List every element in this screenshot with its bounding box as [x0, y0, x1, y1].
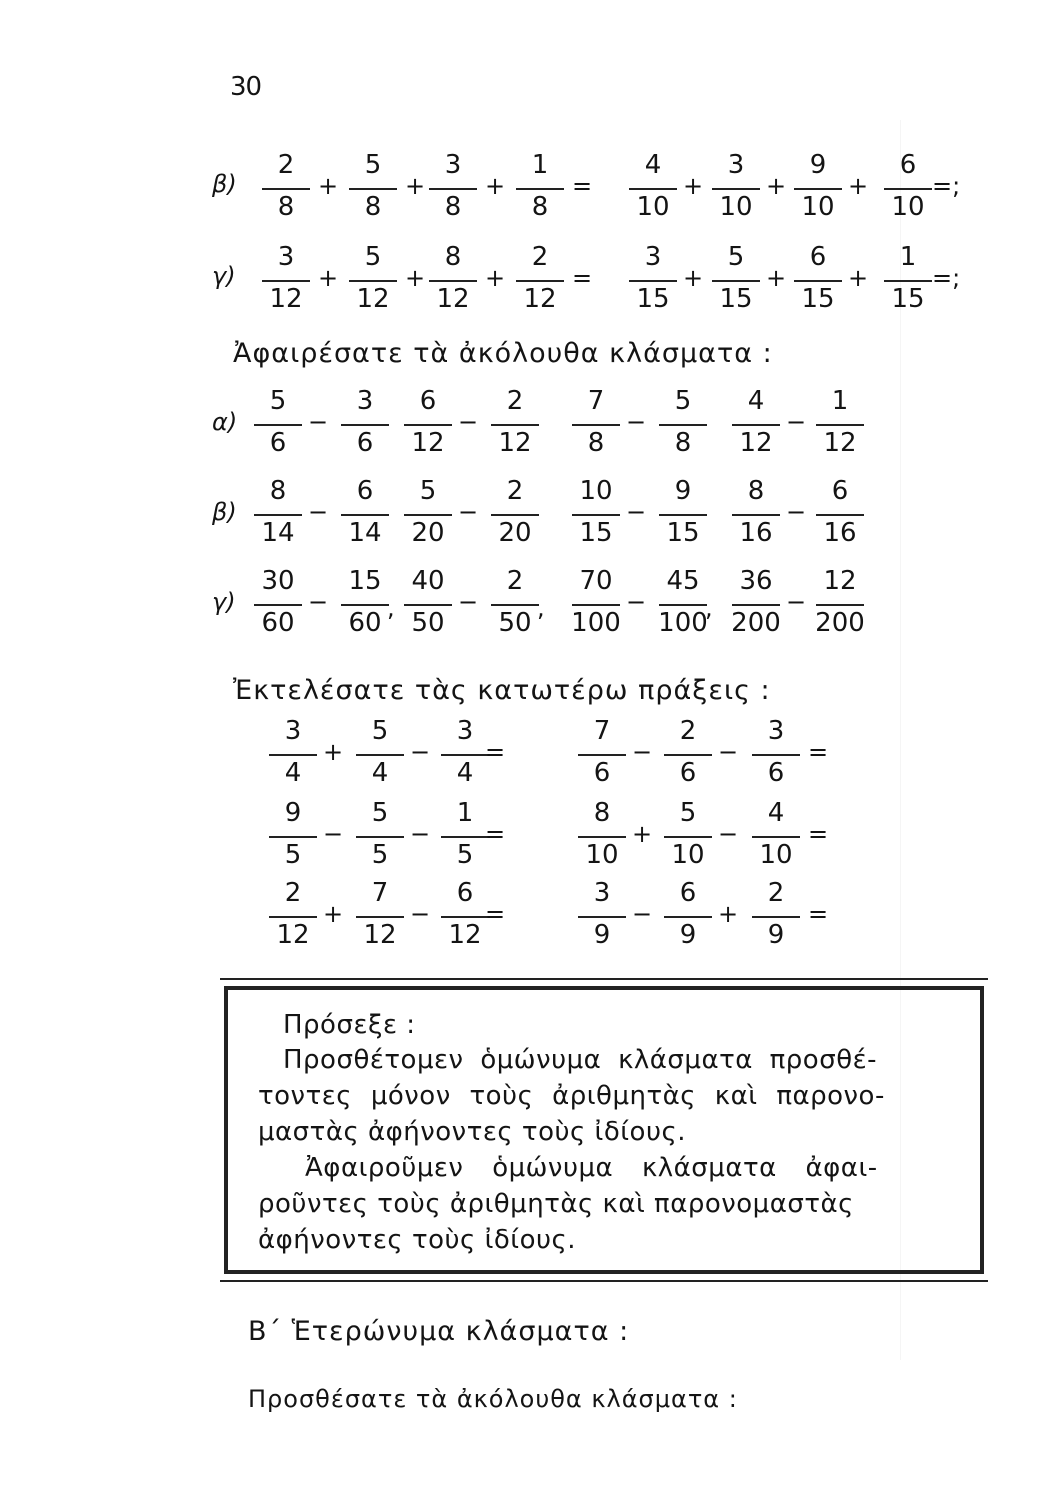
fraction: [660, 718, 716, 786]
fraction-bar: [572, 424, 620, 426]
equals-sign: =: [572, 264, 593, 292]
denominator: 200: [815, 608, 865, 638]
fraction-bar: [491, 514, 539, 516]
fraction: [625, 152, 681, 220]
numerator: 6: [356, 476, 374, 506]
numerator: 10: [579, 476, 613, 506]
fraction: [568, 388, 624, 456]
fraction-bar: [578, 754, 626, 756]
fraction-bar: [884, 188, 932, 190]
fraction: [352, 880, 408, 948]
denominator: 14: [348, 518, 382, 548]
operator: +: [485, 264, 506, 292]
operator: −: [632, 900, 653, 928]
fraction: [708, 244, 764, 312]
fraction: [512, 244, 568, 312]
fraction-bar: [516, 280, 564, 282]
section-b-heading: Β΄ Ἑτερώνυμα κλάσματα :: [248, 1316, 630, 1347]
numerator: 40: [411, 566, 445, 596]
operator: −: [632, 738, 653, 766]
numerator: 3: [456, 716, 474, 746]
operator: +: [318, 172, 339, 200]
note-line-2: τοντες μόνον τοὺς ἀριθμητὰς καὶ παρονο-: [258, 1081, 885, 1111]
fraction: [400, 478, 456, 546]
numerator: 2: [284, 878, 302, 908]
fraction-bar: [356, 916, 404, 918]
fraction: [880, 244, 936, 312]
numerator: 5: [419, 476, 437, 506]
numerator: 3: [727, 150, 745, 180]
denominator: 8: [531, 192, 549, 222]
numerator: 9: [809, 150, 827, 180]
operator: +: [632, 820, 653, 848]
numerator: 7: [593, 716, 611, 746]
fraction-bar: [664, 836, 712, 838]
minus-sign: −: [308, 498, 329, 526]
numerator: 7: [587, 386, 605, 416]
fraction-bar: [732, 604, 780, 606]
fraction: [265, 718, 321, 786]
fraction: [812, 478, 868, 546]
denominator: 12: [523, 284, 557, 314]
denominator: 12: [269, 284, 303, 314]
denominator: 16: [739, 518, 773, 548]
fraction: [425, 152, 481, 220]
fraction-bar: [429, 188, 477, 190]
denominator: 12: [363, 920, 397, 950]
minus-sign: −: [308, 408, 329, 436]
fraction: [352, 718, 408, 786]
note-line-4: Ἀφαιροῦμεν ὁμώνυμα κλάσματα ἀφαι-: [305, 1153, 878, 1183]
fraction-bar: [516, 188, 564, 190]
denominator: 50: [498, 608, 532, 638]
denominator: 12: [739, 428, 773, 458]
fraction: [250, 568, 306, 636]
fraction-bar: [269, 916, 317, 918]
operations-heading: Ἐκτελέσατε τὰς κατωτέρω πράξεις :: [233, 675, 771, 706]
fraction-bar: [659, 424, 707, 426]
fraction-bar: [262, 280, 310, 282]
operator: +: [683, 264, 704, 292]
fraction-bar: [732, 424, 780, 426]
equals-sign: =: [808, 738, 829, 766]
note-bottom-rule: [220, 1280, 988, 1282]
numerator: 4: [747, 386, 765, 416]
equals-sign: =: [485, 900, 506, 928]
numerator: 8: [444, 242, 462, 272]
fraction-bar: [441, 916, 489, 918]
exercise-label: β): [212, 498, 237, 526]
exercise-label: γ): [212, 262, 236, 290]
fraction-bar: [629, 280, 677, 282]
numerator: 15: [348, 566, 382, 596]
fraction-bar: [712, 280, 760, 282]
numerator: 9: [284, 798, 302, 828]
equals-sign: =: [808, 820, 829, 848]
exercise-label: α): [212, 408, 238, 436]
denominator: 4: [371, 758, 389, 788]
fraction: [728, 568, 784, 636]
denominator: 10: [891, 192, 925, 222]
comma: ,: [537, 594, 545, 622]
numerator: 3: [593, 878, 611, 908]
fraction-bar: [752, 836, 800, 838]
numerator: 6: [419, 386, 437, 416]
denominator: 10: [636, 192, 670, 222]
denominator: 12: [411, 428, 445, 458]
denominator: 15: [636, 284, 670, 314]
numerator: 5: [679, 798, 697, 828]
fraction: [660, 800, 716, 868]
operator: +: [848, 264, 869, 292]
numerator: 70: [579, 566, 613, 596]
fraction-bar: [254, 604, 302, 606]
numerator: 3: [277, 242, 295, 272]
numerator: 5: [727, 242, 745, 272]
fraction: [728, 478, 784, 546]
numerator: 1: [531, 150, 549, 180]
numerator: 2: [506, 386, 524, 416]
denominator: 9: [767, 920, 785, 950]
fraction-bar: [752, 754, 800, 756]
numerator: 3: [284, 716, 302, 746]
numerator: 4: [644, 150, 662, 180]
fraction: [258, 244, 314, 312]
minus-sign: −: [458, 498, 479, 526]
operator: +: [405, 172, 426, 200]
fraction-bar: [441, 836, 489, 838]
denominator: 6: [767, 758, 785, 788]
fraction: [337, 388, 393, 456]
fraction-bar: [254, 514, 302, 516]
operator: +: [848, 172, 869, 200]
fraction: [728, 388, 784, 456]
operator: +: [485, 172, 506, 200]
minus-sign: −: [626, 498, 647, 526]
denominator: 5: [284, 840, 302, 870]
fraction-bar: [794, 280, 842, 282]
note-line-1: Προσθέτομεν ὁμώνυμα κλάσματα προσθέ-: [283, 1045, 878, 1075]
fraction-bar: [491, 604, 539, 606]
fraction: [660, 880, 716, 948]
fraction: [487, 388, 543, 456]
numerator: 9: [674, 476, 692, 506]
fraction-bar: [578, 916, 626, 918]
numerator: 6: [456, 878, 474, 908]
fraction-bar: [816, 424, 864, 426]
fraction-bar: [794, 188, 842, 190]
fraction: [400, 568, 456, 636]
denominator: 5: [371, 840, 389, 870]
note-top-rule: [220, 978, 988, 980]
minus-sign: −: [458, 588, 479, 616]
fraction-bar: [659, 514, 707, 516]
operator: −: [718, 820, 739, 848]
denominator: 8: [587, 428, 605, 458]
fraction: [790, 152, 846, 220]
exercise-label: γ): [212, 588, 236, 616]
operator: −: [323, 820, 344, 848]
numerator: 6: [899, 150, 917, 180]
equals-sign: =: [485, 738, 506, 766]
denominator: 9: [679, 920, 697, 950]
fraction: [655, 478, 711, 546]
fraction-bar: [341, 514, 389, 516]
fraction-bar: [356, 836, 404, 838]
numerator: 36: [739, 566, 773, 596]
fraction: [812, 568, 868, 636]
numerator: 2: [506, 476, 524, 506]
numerator: 1: [899, 242, 917, 272]
fraction-bar: [816, 604, 864, 606]
numerator: 8: [747, 476, 765, 506]
fraction-bar: [356, 754, 404, 756]
numerator: 5: [364, 150, 382, 180]
numerator: 12: [823, 566, 857, 596]
denominator: 12: [498, 428, 532, 458]
fraction: [748, 800, 804, 868]
numerator: 5: [364, 242, 382, 272]
minus-sign: −: [786, 498, 807, 526]
numerator: 30: [261, 566, 295, 596]
fraction: [425, 244, 481, 312]
denominator: 6: [679, 758, 697, 788]
numerator: 2: [679, 716, 697, 746]
denominator: 10: [801, 192, 835, 222]
denominator: 50: [411, 608, 445, 638]
fraction-bar: [269, 754, 317, 756]
denominator: 6: [593, 758, 611, 788]
comma: ,: [387, 594, 395, 622]
denominator: 8: [277, 192, 295, 222]
denominator: 20: [498, 518, 532, 548]
operator: +: [323, 738, 344, 766]
numerator: 45: [666, 566, 700, 596]
equals-sign: =: [485, 820, 506, 848]
fraction-bar: [578, 836, 626, 838]
operator: −: [718, 738, 739, 766]
note-line-3: μαστὰς ἀφήνοντες τοὺς ἰδίους.: [258, 1117, 687, 1147]
denominator: 8: [674, 428, 692, 458]
fraction-bar: [404, 514, 452, 516]
denominator: 12: [436, 284, 470, 314]
fraction-bar: [629, 188, 677, 190]
operator: +: [323, 900, 344, 928]
denominator: 12: [448, 920, 482, 950]
minus-sign: −: [626, 408, 647, 436]
fraction: [512, 152, 568, 220]
fraction-bar: [491, 424, 539, 426]
fraction-bar: [349, 280, 397, 282]
fraction: [880, 152, 936, 220]
denominator: 10: [759, 840, 793, 870]
fraction-bar: [341, 604, 389, 606]
fraction-bar: [404, 424, 452, 426]
fraction: [748, 880, 804, 948]
fraction-bar: [732, 514, 780, 516]
operator: +: [766, 264, 787, 292]
numerator: 2: [767, 878, 785, 908]
fraction-bar: [884, 280, 932, 282]
operator: −: [410, 738, 431, 766]
fraction-bar: [664, 754, 712, 756]
fraction: [568, 568, 624, 636]
numerator: 2: [506, 566, 524, 596]
fraction-bar: [816, 514, 864, 516]
numerator: 3: [767, 716, 785, 746]
denominator: 14: [261, 518, 295, 548]
operator: +: [405, 264, 426, 292]
note-line-5: ροῦντες τοὺς ἀριθμητὰς καὶ παρονομαστὰς: [258, 1189, 854, 1219]
denominator: 10: [671, 840, 705, 870]
fraction: [625, 244, 681, 312]
fraction-bar: [664, 916, 712, 918]
numerator: 1: [456, 798, 474, 828]
equals-sign: =;: [932, 264, 961, 292]
numerator: 6: [831, 476, 849, 506]
fraction-bar: [572, 514, 620, 516]
fraction: [487, 568, 543, 636]
denominator: 15: [801, 284, 835, 314]
note-title: Πρόσεξε :: [283, 1010, 416, 1040]
numerator: 5: [371, 798, 389, 828]
minus-sign: −: [626, 588, 647, 616]
fraction: [258, 152, 314, 220]
fraction: [574, 800, 630, 868]
numerator: 2: [531, 242, 549, 272]
fraction: [250, 388, 306, 456]
operator: +: [318, 264, 339, 292]
denominator: 8: [364, 192, 382, 222]
fraction-bar: [341, 424, 389, 426]
fraction: [345, 244, 401, 312]
numerator: 5: [371, 716, 389, 746]
denominator: 15: [579, 518, 613, 548]
denominator: 4: [284, 758, 302, 788]
numerator: 6: [809, 242, 827, 272]
final-instruction: Προσθέσατε τὰ ἀκόλουθα κλάσματα :: [248, 1385, 738, 1413]
fraction: [790, 244, 846, 312]
denominator: 8: [444, 192, 462, 222]
denominator: 15: [719, 284, 753, 314]
fraction-bar: [269, 836, 317, 838]
numerator: 1: [831, 386, 849, 416]
fraction: [574, 718, 630, 786]
fraction: [812, 388, 868, 456]
fraction: [574, 880, 630, 948]
denominator: 12: [276, 920, 310, 950]
fraction: [655, 388, 711, 456]
denominator: 12: [823, 428, 857, 458]
denominator: 100: [658, 608, 708, 638]
fraction-bar: [429, 280, 477, 282]
denominator: 60: [261, 608, 295, 638]
operator: −: [410, 820, 431, 848]
fraction-bar: [441, 754, 489, 756]
fraction: [337, 478, 393, 546]
denominator: 100: [571, 608, 621, 638]
equals-sign: =: [808, 900, 829, 928]
operator: +: [683, 172, 704, 200]
equals-sign: =;: [932, 172, 961, 200]
fraction-bar: [572, 604, 620, 606]
minus-sign: −: [786, 588, 807, 616]
denominator: 10: [585, 840, 619, 870]
fraction: [250, 478, 306, 546]
subtract-heading: Ἀφαιρέσατε τὰ ἀκόλουθα κλάσματα :: [233, 338, 773, 369]
fraction-bar: [712, 188, 760, 190]
fraction-bar: [752, 916, 800, 918]
numerator: 4: [767, 798, 785, 828]
numerator: 5: [674, 386, 692, 416]
exercise-label: β): [212, 170, 237, 198]
fraction: [345, 152, 401, 220]
numerator: 5: [269, 386, 287, 416]
minus-sign: −: [308, 588, 329, 616]
numerator: 6: [679, 878, 697, 908]
numerator: 3: [644, 242, 662, 272]
operator: +: [718, 900, 739, 928]
fraction: [655, 568, 711, 636]
denominator: 4: [456, 758, 474, 788]
numerator: 8: [593, 798, 611, 828]
comma: ,: [705, 594, 713, 622]
denominator: 15: [666, 518, 700, 548]
denominator: 9: [593, 920, 611, 950]
fraction: [265, 800, 321, 868]
numerator: 7: [371, 878, 389, 908]
fraction: [400, 388, 456, 456]
fraction-bar: [659, 604, 707, 606]
denominator: 10: [719, 192, 753, 222]
fraction-bar: [404, 604, 452, 606]
minus-sign: −: [458, 408, 479, 436]
denominator: 200: [731, 608, 781, 638]
denominator: 5: [456, 840, 474, 870]
fraction: [568, 478, 624, 546]
fraction: [748, 718, 804, 786]
minus-sign: −: [786, 408, 807, 436]
fraction-bar: [254, 424, 302, 426]
fraction: [265, 880, 321, 948]
numerator: 2: [277, 150, 295, 180]
numerator: 3: [444, 150, 462, 180]
fraction: [352, 800, 408, 868]
denominator: 12: [356, 284, 390, 314]
fraction: [487, 478, 543, 546]
fraction-bar: [262, 188, 310, 190]
denominator: 20: [411, 518, 445, 548]
note-line-6: ἀφήνοντες τοὺς ἰδίους.: [258, 1225, 577, 1255]
numerator: 3: [356, 386, 374, 416]
denominator: 6: [356, 428, 374, 458]
fraction: [337, 568, 393, 636]
denominator: 16: [823, 518, 857, 548]
equals-sign: =: [572, 172, 593, 200]
operator: −: [410, 900, 431, 928]
numerator: 8: [269, 476, 287, 506]
fraction-bar: [349, 188, 397, 190]
fraction: [708, 152, 764, 220]
denominator: 15: [891, 284, 925, 314]
denominator: 60: [348, 608, 382, 638]
operator: +: [766, 172, 787, 200]
denominator: 6: [269, 428, 287, 458]
page-number: 30: [230, 72, 262, 102]
